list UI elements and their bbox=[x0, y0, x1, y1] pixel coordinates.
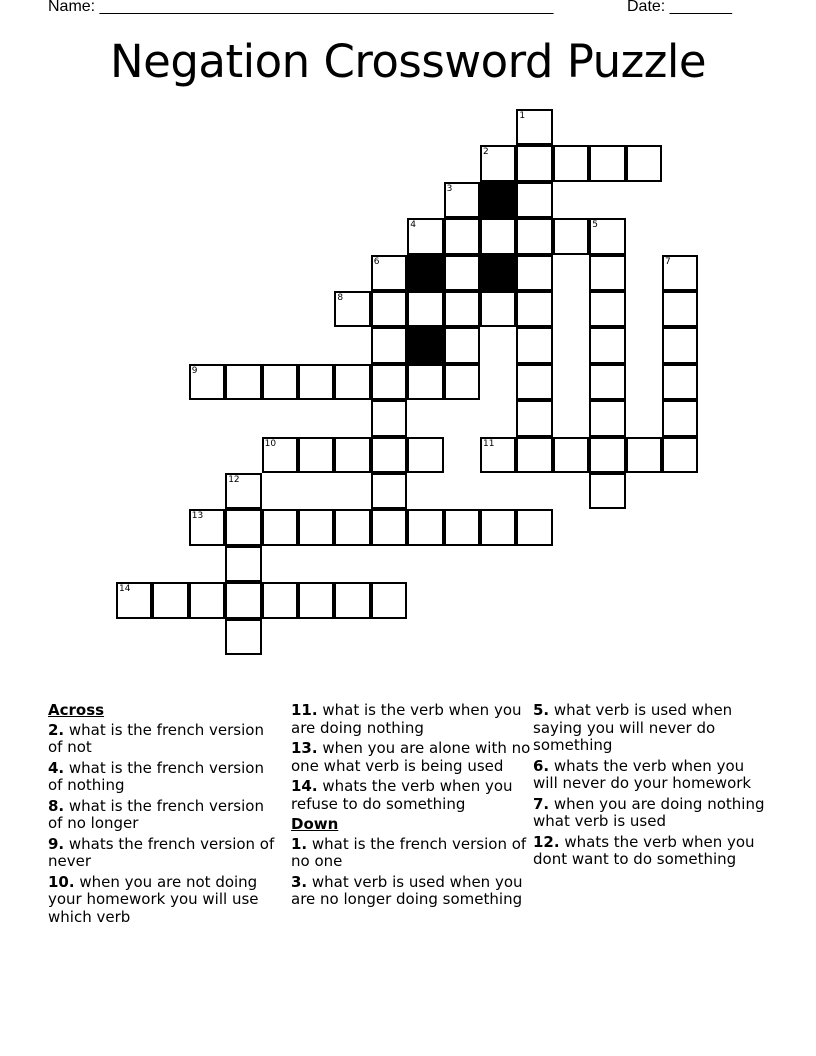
clue-number: 14 bbox=[119, 584, 131, 595]
grid-cell[interactable] bbox=[480, 145, 516, 181]
clue-number: 9 bbox=[191, 365, 198, 376]
grid-cell[interactable] bbox=[589, 218, 625, 254]
grid-cell[interactable] bbox=[225, 364, 261, 400]
grid-cell[interactable] bbox=[189, 509, 225, 545]
grid-cell[interactable] bbox=[662, 400, 698, 436]
page-title: Negation Crossword Puzzle bbox=[109, 35, 707, 88]
clue-across-8: 8. what is the french version of no longer bbox=[48, 796, 264, 832]
grid-cell[interactable] bbox=[553, 218, 589, 254]
grid-cell[interactable] bbox=[225, 546, 261, 582]
grid-cell[interactable] bbox=[662, 255, 698, 291]
grid-cell[interactable] bbox=[262, 437, 298, 473]
grid-cell[interactable] bbox=[225, 619, 261, 655]
clue-number: 10 bbox=[264, 438, 277, 449]
clue-down-12: 12. whats the verb when you dont want to do something bbox=[533, 832, 755, 868]
clue-across-14: 14. whats the verb when you refuse to do something bbox=[291, 777, 513, 813]
grid-cell[interactable] bbox=[407, 364, 443, 400]
grid-cell[interactable] bbox=[298, 364, 334, 400]
grid-cell[interactable] bbox=[516, 182, 552, 218]
clue-number: 13 bbox=[191, 511, 204, 522]
grid-cell[interactable] bbox=[480, 437, 516, 473]
grid-cell[interactable] bbox=[262, 509, 298, 545]
clue-number: 4 bbox=[410, 220, 416, 231]
grid-cell[interactable] bbox=[662, 291, 698, 327]
grid-cell[interactable] bbox=[225, 473, 261, 509]
grid-cell[interactable] bbox=[516, 400, 552, 436]
crossword-grid bbox=[117, 110, 700, 656]
grid-cell[interactable] bbox=[407, 218, 443, 254]
clue-number: 5 bbox=[592, 220, 598, 231]
blocked-cell bbox=[407, 327, 443, 363]
clues-column-1 bbox=[48, 702, 283, 929]
grid-cell[interactable] bbox=[480, 509, 516, 545]
grid-cell[interactable] bbox=[626, 437, 662, 473]
grid-cell[interactable] bbox=[298, 437, 334, 473]
clue-number: 1 bbox=[519, 111, 526, 121]
grid-cell[interactable] bbox=[589, 145, 625, 181]
grid-cell[interactable] bbox=[371, 473, 407, 509]
grid-cell[interactable] bbox=[189, 582, 225, 618]
grid-cell[interactable] bbox=[371, 437, 407, 473]
grid-cell[interactable] bbox=[371, 509, 407, 545]
grid-cell[interactable] bbox=[444, 218, 480, 254]
grid-cell[interactable] bbox=[371, 364, 407, 400]
blocked-cell bbox=[407, 255, 443, 291]
grid-cell[interactable] bbox=[589, 327, 625, 363]
grid-cell[interactable] bbox=[262, 364, 298, 400]
grid-cell[interactable] bbox=[662, 437, 698, 473]
grid-cell[interactable] bbox=[334, 509, 370, 545]
grid-cell[interactable] bbox=[444, 509, 480, 545]
grid-cell[interactable] bbox=[516, 218, 552, 254]
grid-cell[interactable] bbox=[444, 255, 480, 291]
grid-cell[interactable] bbox=[589, 255, 625, 291]
grid-cell[interactable] bbox=[662, 327, 698, 363]
grid-cell[interactable] bbox=[444, 182, 480, 218]
clues-column-2 bbox=[291, 702, 531, 912]
blocked-cell bbox=[480, 182, 516, 218]
grid-cell[interactable] bbox=[516, 509, 552, 545]
clue-number: 2 bbox=[483, 147, 489, 158]
date-field-label: Date: _______ bbox=[627, 0, 732, 15]
clue-down-7: 7. when you are doing nothing what verb is used bbox=[533, 794, 765, 830]
grid-cell[interactable] bbox=[116, 582, 152, 618]
clue-number: 12 bbox=[228, 475, 240, 485]
grid-cell[interactable] bbox=[334, 364, 370, 400]
grid-cell[interactable] bbox=[516, 364, 552, 400]
grid-cell[interactable] bbox=[262, 582, 298, 618]
grid-cell[interactable] bbox=[662, 364, 698, 400]
grid-cell[interactable] bbox=[189, 364, 225, 400]
grid-cell[interactable] bbox=[516, 291, 552, 327]
grid-cell[interactable] bbox=[589, 437, 625, 473]
grid-cell[interactable] bbox=[371, 582, 407, 618]
grid-cell[interactable] bbox=[589, 473, 625, 509]
clue-number: 7 bbox=[665, 256, 671, 267]
grid-cell[interactable] bbox=[516, 145, 552, 181]
clue-across-4: 4. what is the french version of nothing bbox=[48, 758, 264, 794]
grid-cell[interactable] bbox=[407, 437, 443, 473]
grid-cell[interactable] bbox=[589, 291, 625, 327]
clue-across-10: 10. when you are not doing your homework you will use which verb bbox=[48, 872, 259, 926]
grid-cell[interactable] bbox=[371, 400, 407, 436]
grid-cell[interactable] bbox=[553, 145, 589, 181]
clue-across-13: 13. when you are alone with no one what verb is being used bbox=[291, 739, 531, 775]
clue-across-2: 2. what is the french version of not bbox=[48, 720, 264, 756]
grid-cell[interactable] bbox=[553, 437, 589, 473]
grid-cell[interactable] bbox=[516, 109, 552, 145]
grid-cell[interactable] bbox=[225, 509, 261, 545]
grid-cell[interactable] bbox=[480, 291, 516, 327]
clues-column-3 bbox=[533, 702, 773, 872]
clue-number: 3 bbox=[446, 183, 453, 194]
clue-down-5: 5. what verb is used when saying you will never do something bbox=[533, 701, 733, 754]
grid-cell[interactable] bbox=[371, 255, 407, 291]
clue-across-9: 9. whats the french version of never bbox=[48, 834, 275, 870]
name-field-label: Name: ___________________________________________________ bbox=[48, 0, 554, 15]
grid-cell[interactable] bbox=[444, 291, 480, 327]
clue-number: 11 bbox=[483, 438, 495, 449]
grid-cell[interactable] bbox=[444, 364, 480, 400]
grid-cell[interactable] bbox=[371, 327, 407, 363]
grid-cell[interactable] bbox=[626, 145, 662, 181]
grid-cell[interactable] bbox=[516, 255, 552, 291]
grid-cell[interactable] bbox=[371, 291, 407, 327]
grid-cell[interactable] bbox=[480, 218, 516, 254]
clue-number: 8 bbox=[337, 293, 344, 303]
grid-cell[interactable] bbox=[589, 364, 625, 400]
clue-across-11: 11. what is the verb when you are doing nothing bbox=[291, 701, 522, 737]
grid-cell[interactable] bbox=[298, 509, 334, 545]
grid-cell[interactable] bbox=[516, 327, 552, 363]
across-heading: Across bbox=[48, 701, 105, 719]
grid-cell[interactable] bbox=[334, 291, 370, 327]
grid-cell[interactable] bbox=[334, 437, 370, 473]
clue-down-1: 1. what is the french version of no one bbox=[291, 834, 527, 870]
clue-down-3: 3. what verb is used when you are no longer doing something bbox=[291, 872, 523, 908]
grid-cell[interactable] bbox=[516, 437, 552, 473]
grid-cell[interactable] bbox=[444, 327, 480, 363]
grid-cell[interactable] bbox=[225, 582, 261, 618]
grid-cell[interactable] bbox=[407, 291, 443, 327]
grid-cell[interactable] bbox=[298, 582, 334, 618]
grid-cell[interactable] bbox=[407, 509, 443, 545]
blocked-cell bbox=[480, 255, 516, 291]
down-heading: Down bbox=[291, 815, 339, 833]
grid-cell[interactable] bbox=[589, 400, 625, 436]
clue-number: 6 bbox=[373, 256, 380, 267]
clue-down-6: 6. whats the verb when you will never do your homework bbox=[533, 756, 752, 792]
grid-cell[interactable] bbox=[152, 582, 188, 618]
grid-cell[interactable] bbox=[334, 582, 370, 618]
